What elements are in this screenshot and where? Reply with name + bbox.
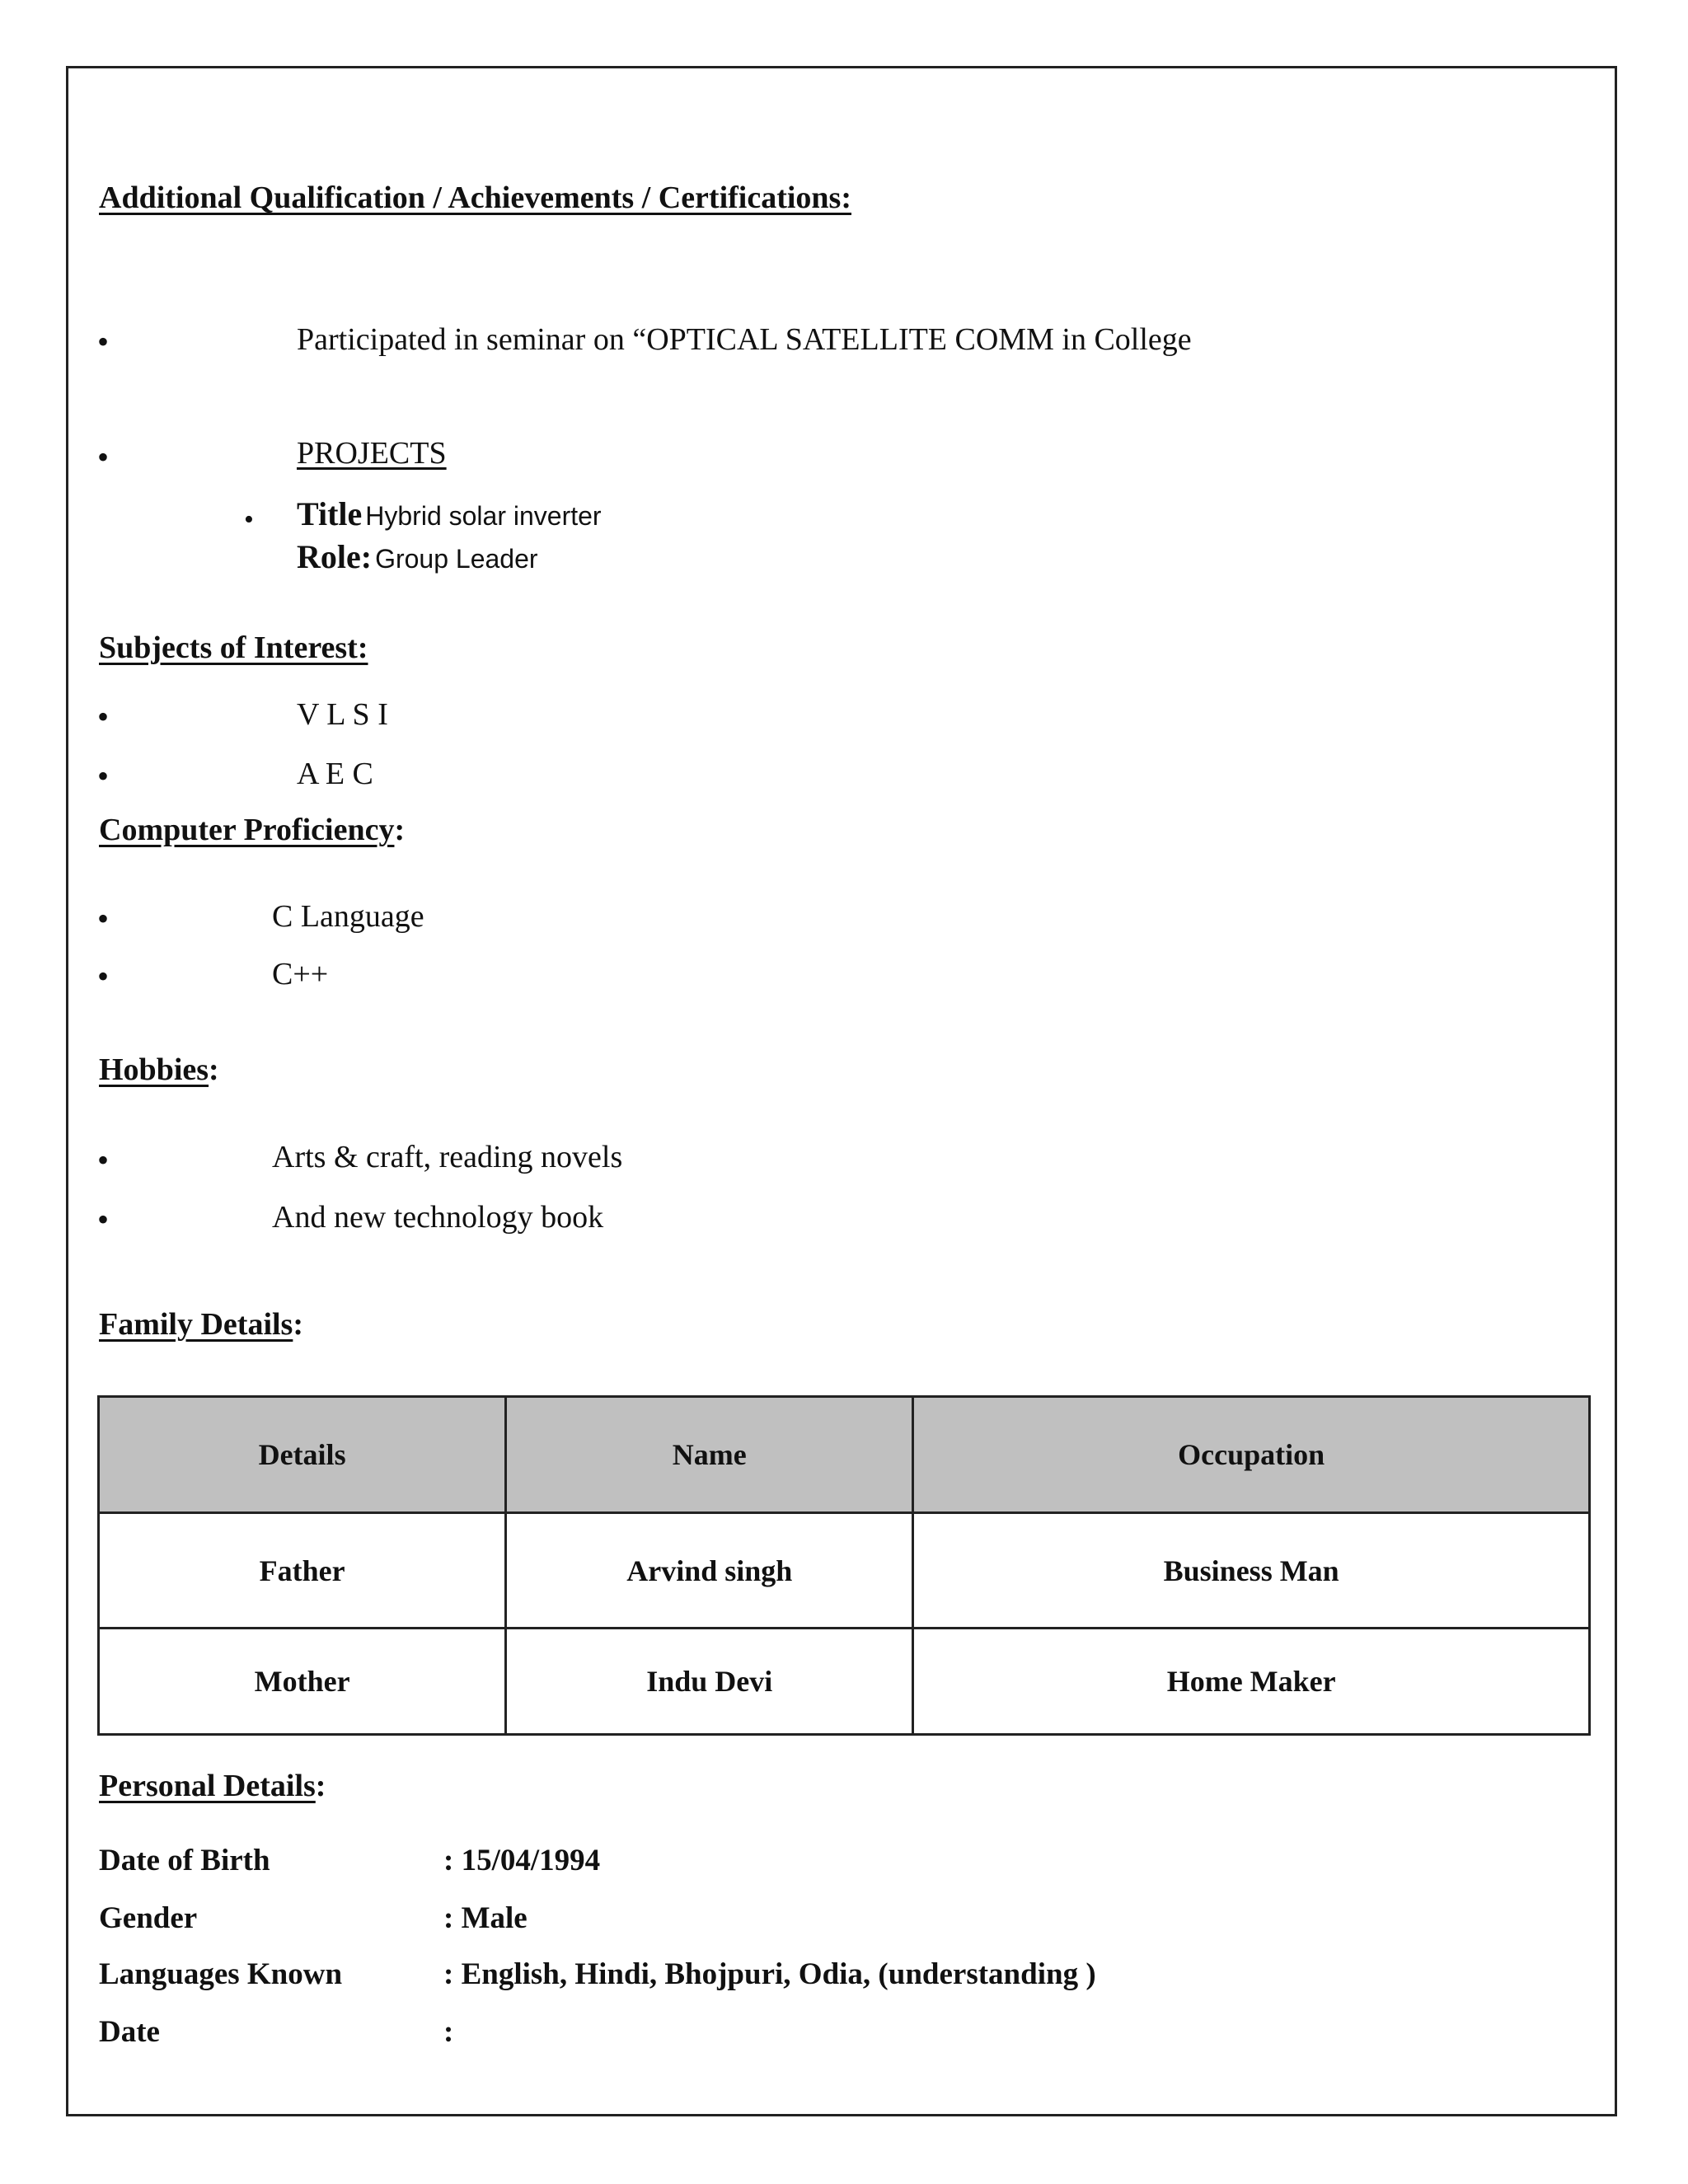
bullet: • xyxy=(97,698,110,735)
personal-label: Gender xyxy=(99,1901,198,1935)
family-col-details: Details xyxy=(99,1397,506,1513)
hobby-item: And new technology book xyxy=(272,1200,604,1235)
family-table xyxy=(97,1395,1591,1736)
table-row xyxy=(99,1629,1590,1735)
bullet: • xyxy=(97,900,110,937)
personal-value: : English, Hindi, Bhojpuri, Odia, (understanding ) xyxy=(443,1957,1096,1991)
personal-label: Date xyxy=(99,2015,160,2049)
hobbies-heading-colon: : xyxy=(209,1052,219,1087)
project-role-label: Role: xyxy=(297,538,373,575)
subject-item: A E C xyxy=(297,757,373,791)
family-cell: Arvind singh xyxy=(506,1513,913,1629)
personal-heading: Personal Details xyxy=(99,1769,316,1803)
family-cell: Home Maker xyxy=(913,1629,1590,1735)
family-cell: Business Man xyxy=(913,1513,1590,1629)
project-role-line xyxy=(297,537,538,576)
qualification-heading: Additional Qualification / Achievements / Certifications: xyxy=(99,180,852,215)
personal-label: Date of Birth xyxy=(99,1844,270,1877)
project-title-value: Hybrid solar inverter xyxy=(365,501,602,531)
family-heading: Family Details xyxy=(99,1307,293,1342)
personal-value: : Male xyxy=(443,1901,528,1935)
bullet: • xyxy=(97,1201,110,1238)
family-heading-colon: : xyxy=(293,1307,304,1342)
computer-heading-line xyxy=(99,812,405,848)
family-cell: Mother xyxy=(99,1629,506,1735)
hobbies-heading: Hobbies xyxy=(99,1052,209,1087)
family-heading-line xyxy=(99,1306,303,1343)
bullet: • xyxy=(97,438,110,476)
computer-item: C++ xyxy=(272,957,329,991)
bullet: • xyxy=(97,958,110,995)
page-border xyxy=(66,66,1617,2116)
computer-item: C Language xyxy=(272,899,424,934)
project-title-label: Title xyxy=(297,495,363,532)
hobby-item: Arts & craft, reading novels xyxy=(272,1140,623,1174)
personal-heading-line xyxy=(99,1768,326,1804)
family-col-occupation: Occupation xyxy=(913,1397,1590,1513)
personal-heading-colon: : xyxy=(315,1769,326,1803)
family-cell: Indu Devi xyxy=(506,1629,913,1735)
family-cell: Father xyxy=(99,1513,506,1629)
personal-value: : 15/04/1994 xyxy=(443,1844,601,1877)
family-col-name: Name xyxy=(506,1397,913,1513)
family-header-row xyxy=(99,1397,1590,1513)
bullet: • xyxy=(244,504,254,535)
computer-heading-colon: : xyxy=(394,813,406,847)
hobbies-heading-line xyxy=(99,1052,219,1088)
subject-item: V L S I xyxy=(297,697,388,732)
computer-heading: Computer Proficiency xyxy=(99,813,395,847)
personal-label: Languages Known xyxy=(99,1957,343,1991)
projects-label: PROJECTS xyxy=(297,436,447,471)
project-title-line xyxy=(297,494,602,533)
personal-value: : xyxy=(443,2015,454,2049)
table-row xyxy=(99,1513,1590,1629)
bullet: • xyxy=(97,1141,110,1179)
subjects-heading: Subjects of Interest: xyxy=(99,630,368,665)
bullet: • xyxy=(97,757,110,794)
project-role-value: Group Leader xyxy=(375,544,538,574)
seminar-item: Participated in seminar on “OPTICAL SATELLITE COMM in College xyxy=(297,322,1192,357)
bullet: • xyxy=(97,323,110,360)
